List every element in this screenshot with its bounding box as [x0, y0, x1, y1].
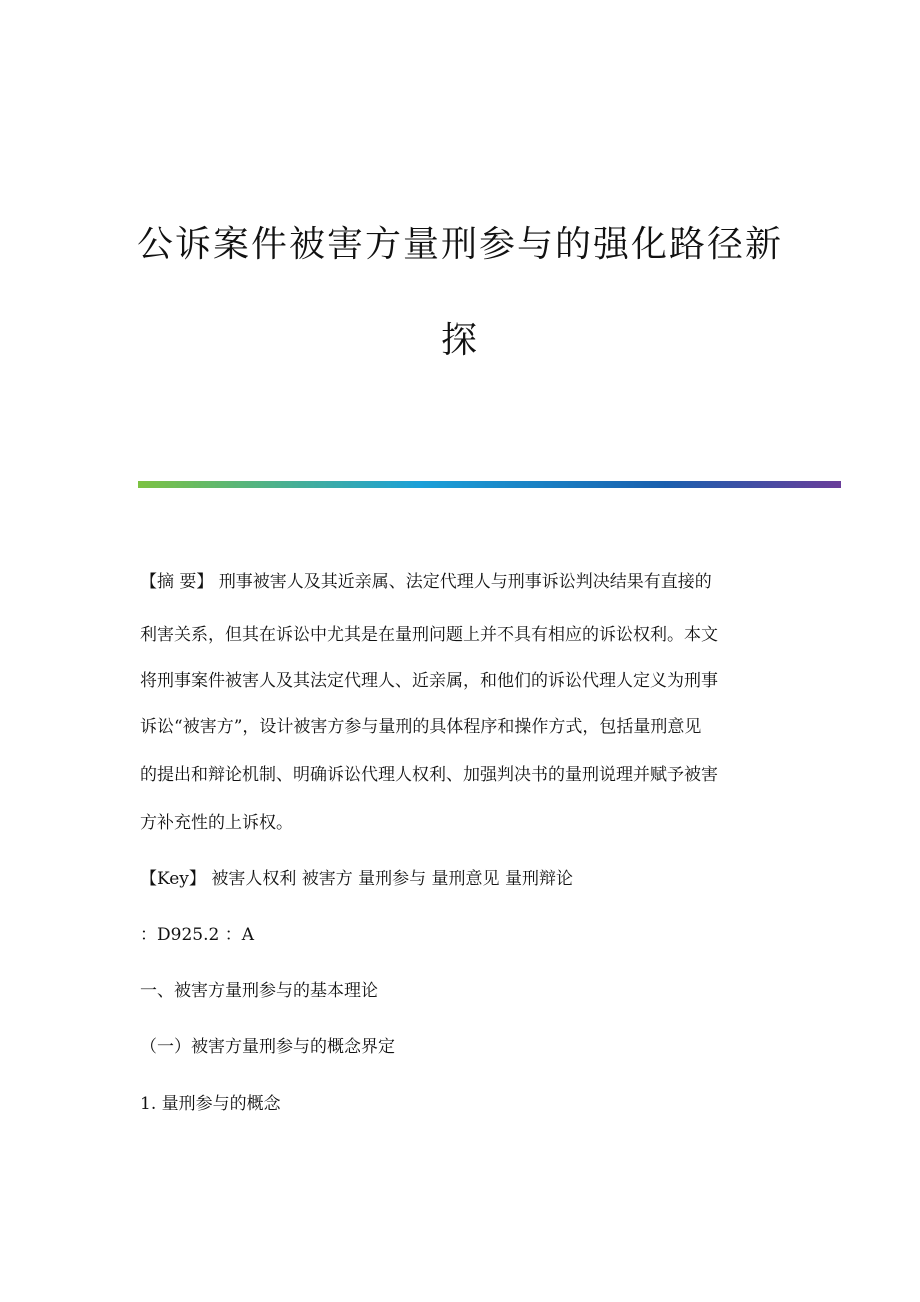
keywords-line — [140, 864, 573, 889]
abstract-line-1: 刑事被害人及其近亲属、法定代理人与刑事诉讼判决结果有直接的 — [218, 572, 712, 592]
keywords-text: 被害人权利 被害方 量刑参与 量刑意见 量刑辩论 — [211, 869, 573, 889]
section-heading-1-1: （一）被害方量刑参与的概念界定 — [140, 1037, 395, 1057]
abstract-line-3: 将刑事案件被害人及其法定代理人、近亲属，和他们的诉讼代理人定义为刑事 — [140, 671, 718, 691]
abstract-first-line — [140, 567, 712, 592]
section-heading-1: 一、被害方量刑参与的基本理论 — [140, 981, 378, 1001]
abstract-line-6: 方补充性的上诉权。 — [140, 813, 293, 833]
section-heading-1-1-1: 1. 量刑参与的概念 — [140, 1094, 281, 1114]
classification-line: ：D925.2 ：A — [140, 925, 254, 945]
abstract-line-4: 诉讼“被害方”，设计被害方参与量刑的具体程序和操作方式，包括量刑意见 — [140, 717, 702, 737]
abstract-label: 【摘 要】 — [140, 572, 214, 592]
document-title-line-1: 公诉案件被害方量刑参与的强化路径新 — [136, 224, 783, 265]
title-divider-rule — [138, 481, 841, 488]
abstract-line-5: 的提出和辩论机制、明确诉讼代理人权利、加强判决书的量刑说理并赋予被害 — [140, 765, 718, 785]
document-title-line-2: 探 — [440, 320, 479, 361]
abstract-line-2: 利害关系，但其在诉讼中尤其是在量刑问题上并不具有相应的诉讼权利。本文 — [140, 625, 718, 645]
keywords-label: 【Key】 — [140, 869, 206, 889]
